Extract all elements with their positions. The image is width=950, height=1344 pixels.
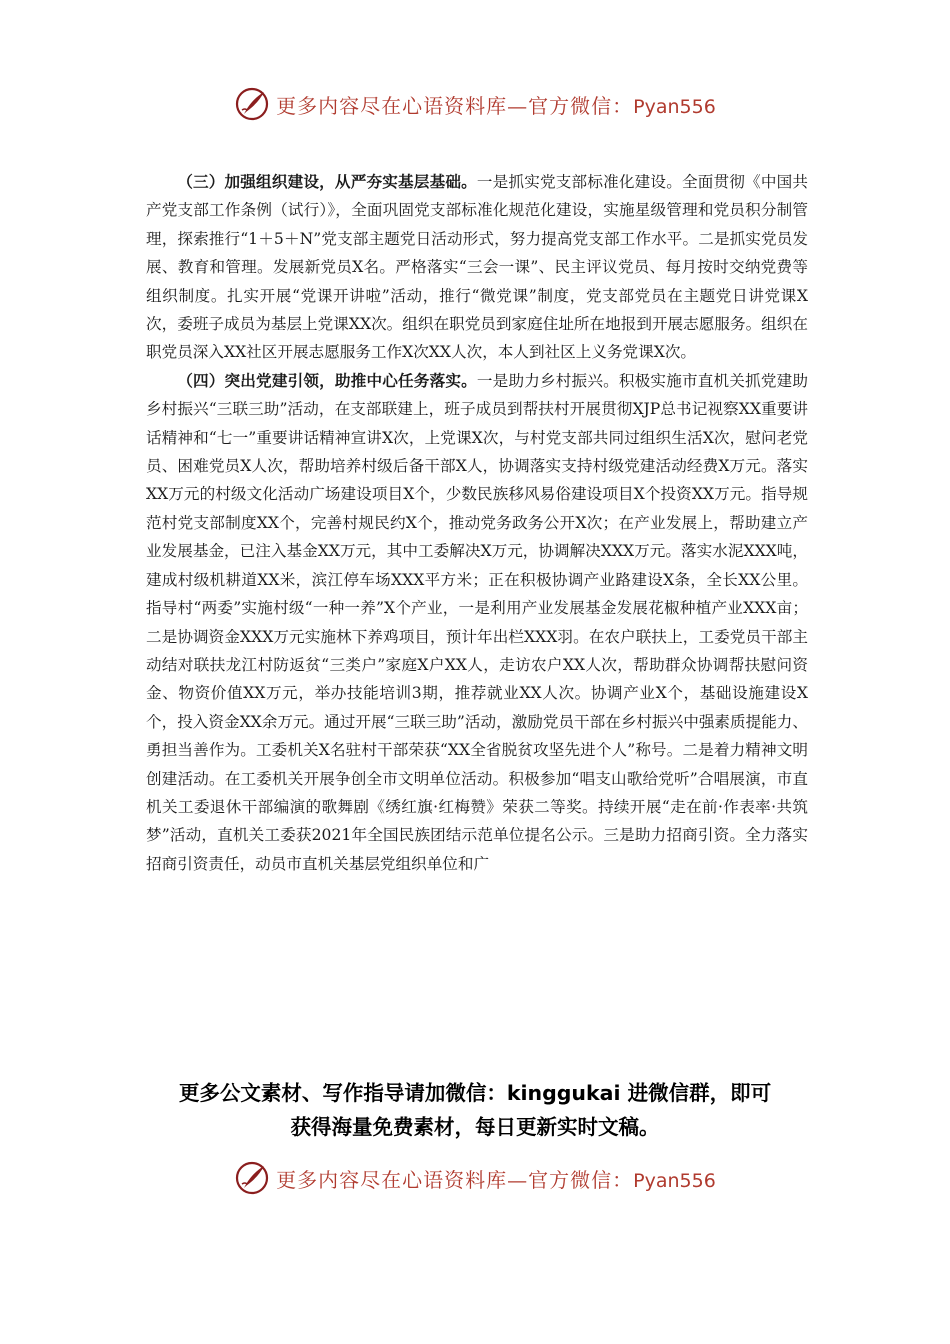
promo-line-2: 获得海量免费素材，每日更新实时文稿。: [290, 1115, 660, 1139]
paragraph-heading: （四）突出党建引领，助推中心任务落实。: [177, 370, 477, 390]
quill-logo-icon: [234, 1160, 270, 1196]
document-body: [146, 168, 808, 878]
paragraph-text: 一是抓实党支部标准化建设。全面贯彻《中国共产党支部工作条例（试行）》，全面巩固党支部标准化规范化建设，实施星级管理和党员积分制管理，探索推行“1＋5＋N”党支部主题党日活动形式，努力提高党支部工作水平。二是抓实党员发展、教育和管理。发展新党员X名。严格落实“三会一课”、民主评议党员、每月按时交纳党费等组织制度。扎实开展“党课开讲啦”活动，推行“微党课”制度，党支部党员在主题党日讲党课X次，委班子成员为基层上党课XX次。组织在职党员到家庭住址所在地报到开展志愿服务。组织在职党员深入XX社区开展志愿服务工作X次XX人次，本人到社区上义务党课X次。: [146, 173, 808, 362]
footer-banner-text: 更多内容尽在心语资料库—官方微信：Pyan556: [276, 1167, 716, 1192]
header-banner-text: 更多内容尽在心语资料库—官方微信：Pyan556: [276, 93, 716, 118]
paragraph-organization-building: [146, 168, 808, 367]
paragraph-party-leadership: [146, 367, 808, 878]
header-banner: [0, 84, 950, 124]
promo-notice: [120, 1076, 830, 1144]
footer-banner: [0, 1158, 950, 1198]
paragraph-heading: （三）加强组织建设，从严夯实基层基础。: [177, 172, 477, 191]
promo-line-1: 更多公文素材、写作指导请加微信：kinggukai 进微信群，即可: [178, 1081, 772, 1105]
quill-logo-icon: [234, 86, 270, 122]
paragraph-text: 一是助力乡村振兴。积极实施市直机关抓党建助乡村振兴“三联三助”活动，在支部联建上，班子成员到帮扶村开展贯彻XJP总书记视察XX重要讲话精神和“七一”重要讲话精神宣讲X次，上党课X次，与村党支部共同过组织生活X次，慰问老党员、困难党员X人次，帮助培养村级后备干部X人，协调落实支持村级党建活动经费X万元。落实XX万元的村级文化活动广场建设项目X个，少数民族移风易俗建设项目X个投资XX万元。指导规范村党支部制度XX个，完善村规民约X个，推动党务政务公开X次；在产业发展上，帮助建立产业发展基金，已注入基金XX万元，其中工委解决X万元，协调解决XXX万元。落实水泥XXX吨，建成村级机耕道XX米，滨江停车场XXX平方米；正在积极协调产业路建设X条，全长XX公里。指导村“两委”实施村级“一种一养”X个产业，一是利用产业发展基金发展花椒种植产业XXX亩；二是协调资金XXX万元实施林下养鸡项目，预计年出栏XXX羽。在农户联扶上，工委党员干部主动结对联扶龙江村防返贫“三类户”家庭X户XX人，走访农户XX人次，帮助群众协调帮扶慰问资金、物资价值XX万元，举办技能培训3期，推荐就业XX人次。协调产业X个，基础设施建设X个，投入资金XX余万元。通过开展“三联三助”活动，激励党员干部在乡村振兴中强素质提能力、勇担当善作为。工委机关X名驻村干部荣获“XX全省脱贫攻坚先进个人”称号。二是着力精神文明创建活动。在工委机关开展争创全市文明单位活动。积极参加“唱支山歌给党听”合唱展演，市直机关工委退休干部编演的歌舞剧《绣红旗·红梅赞》荣获二等奖。持续开展“走在前·作表率·共筑梦”活动，直机关工委获2021年全国民族团结示范单位提名公示。三是助力招商引资。全力落实招商引资责任，动员市直机关基层党组织单位和广: [146, 371, 808, 873]
